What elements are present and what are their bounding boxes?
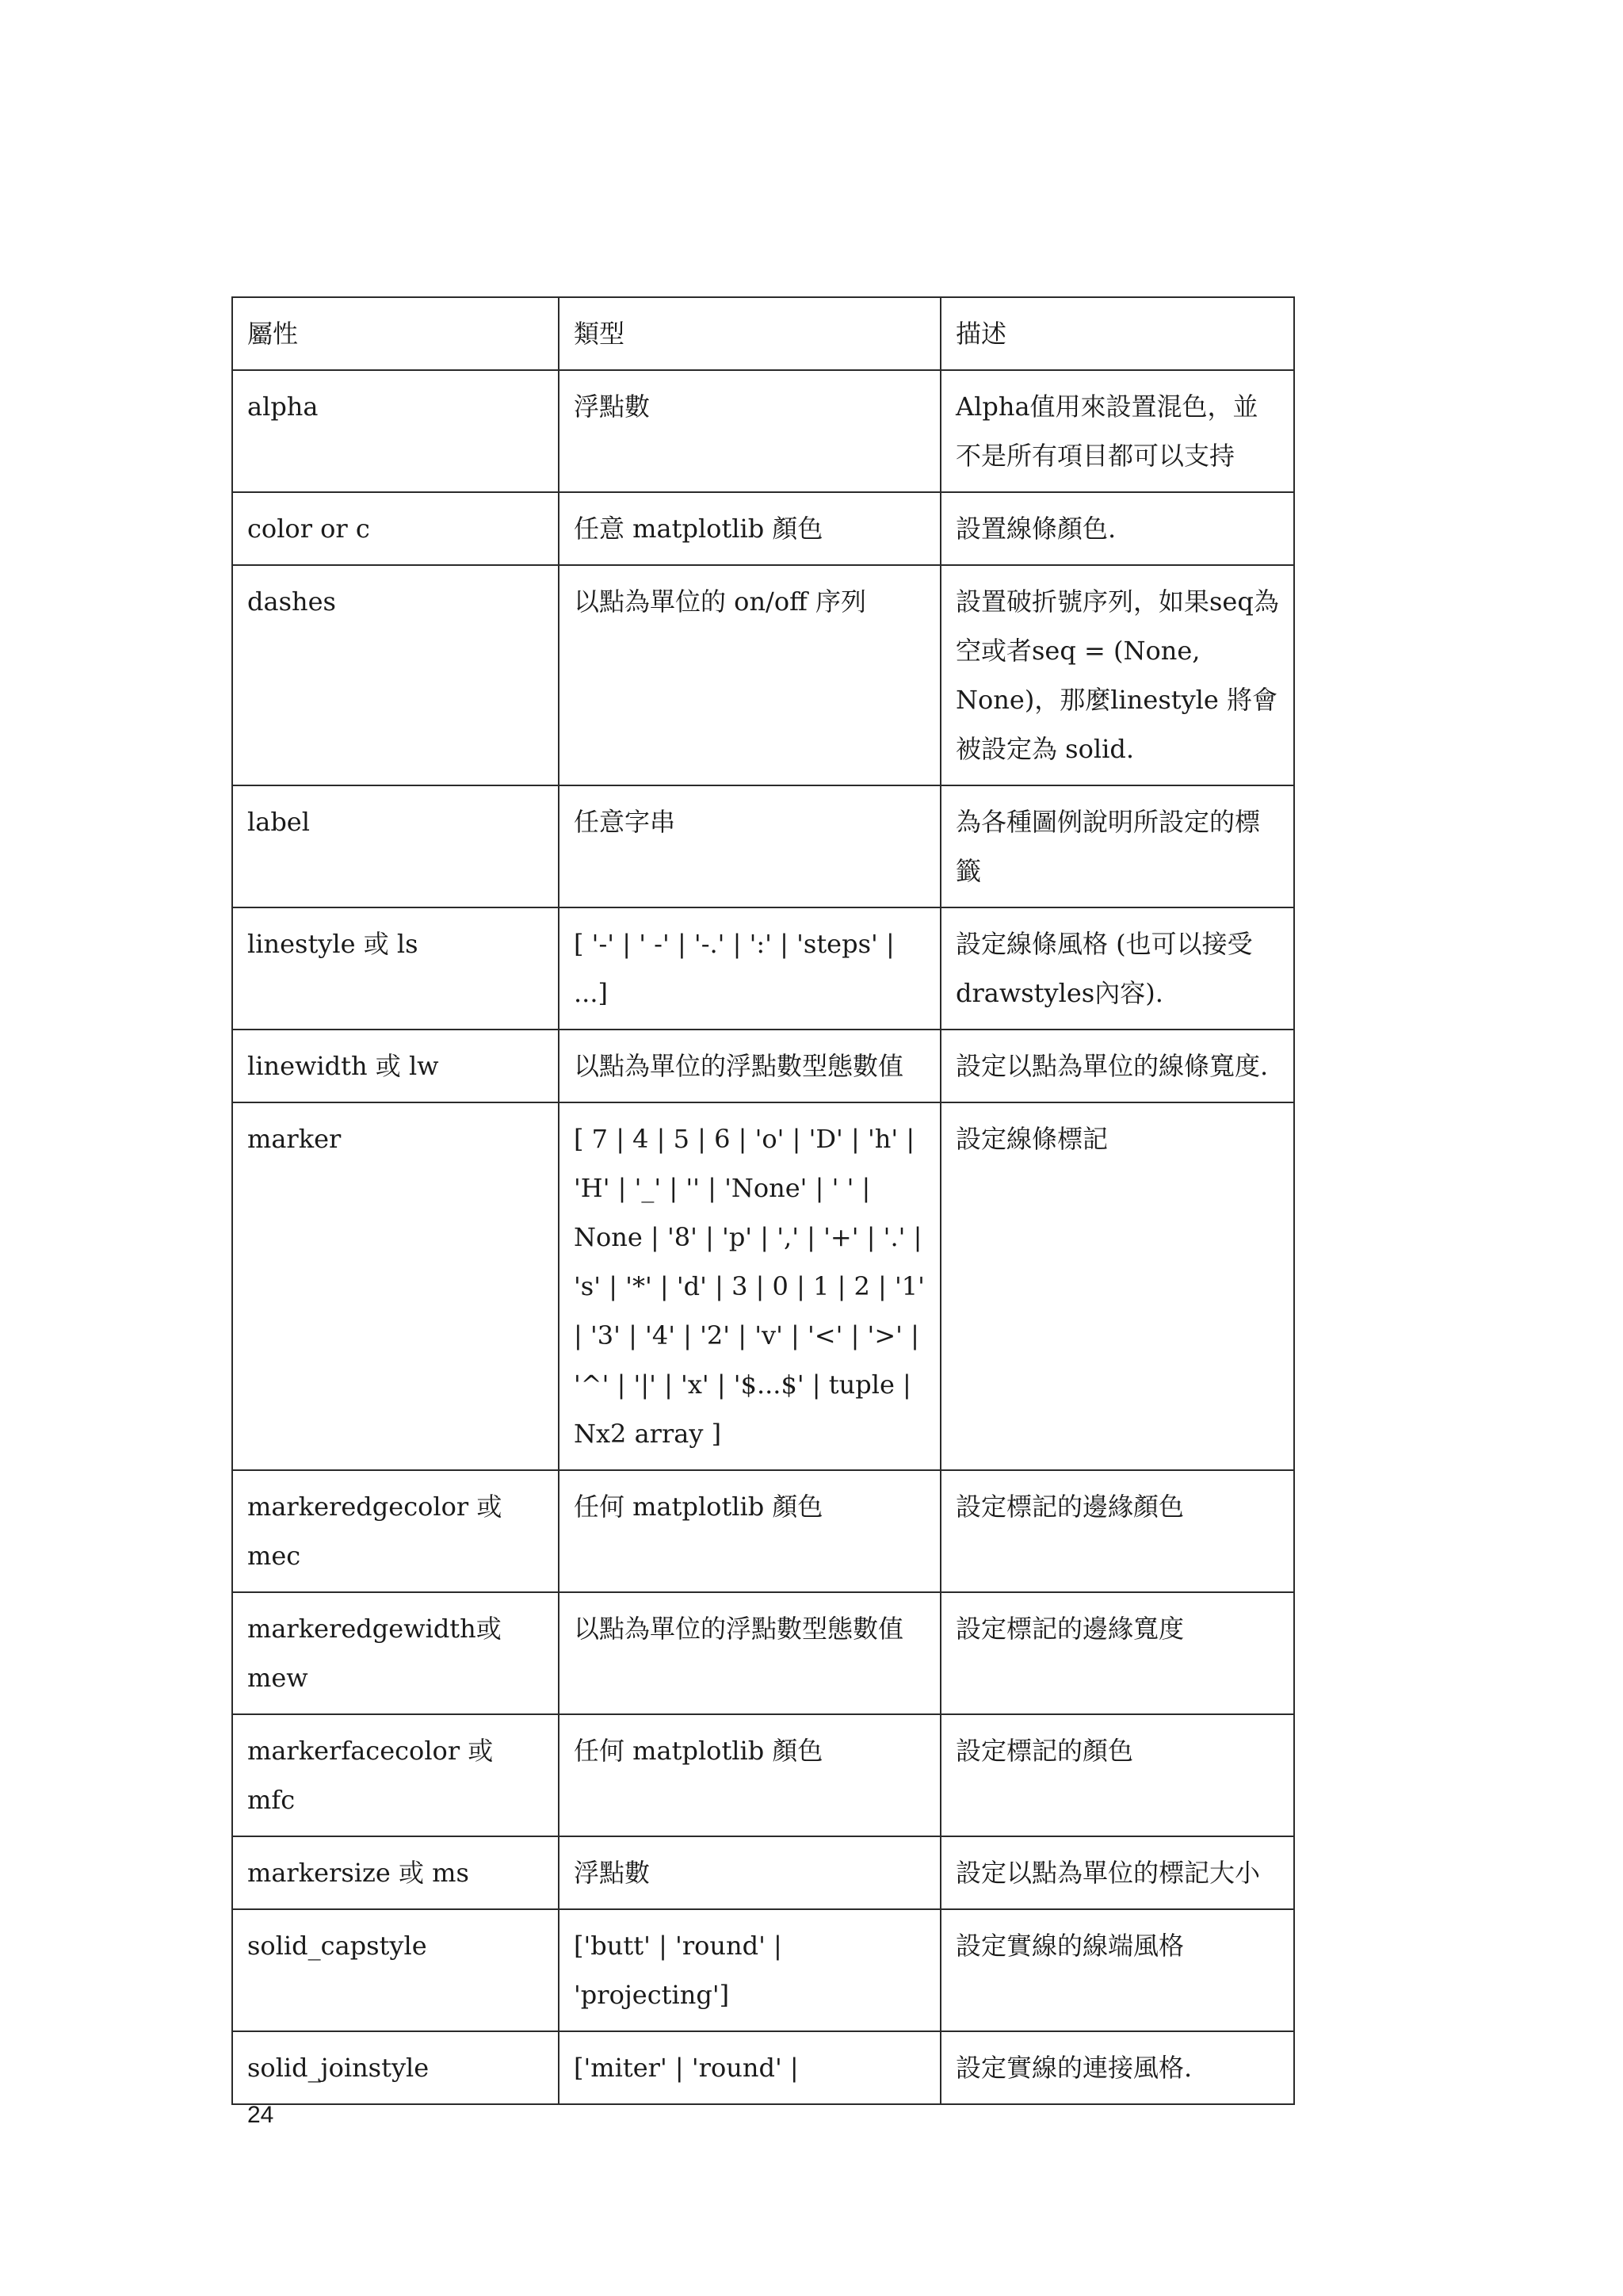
cell-description: 設定實線的線端風格 <box>941 1909 1294 2031</box>
cell-description: 為各種圖例說明所設定的標籤 <box>941 785 1294 907</box>
cell-type: 任何 matplotlib 顏色 <box>559 1714 941 1836</box>
cell-attribute: solid_capstyle <box>232 1909 559 2031</box>
cell-type: ['butt' | 'round' | 'projecting'] <box>559 1909 941 2031</box>
cell-attribute: markeredgewidth或 mew <box>232 1592 559 1714</box>
cell-description: 設定線條標記 <box>941 1102 1294 1470</box>
table-header-row <box>232 297 1294 370</box>
table-row <box>232 785 1294 907</box>
table-row <box>232 565 1294 785</box>
header-cell-attribute: 屬性 <box>232 297 559 370</box>
cell-attribute: linestyle 或 ls <box>232 907 559 1030</box>
table-row <box>232 2031 1294 2104</box>
cell-type: 浮點數 <box>559 1836 941 1909</box>
table-row <box>232 370 1294 492</box>
cell-attribute: markeredgecolor 或 mec <box>232 1470 559 1592</box>
cell-attribute: alpha <box>232 370 559 492</box>
cell-attribute: markerfacecolor 或 mfc <box>232 1714 559 1836</box>
cell-type: 以點為單位的浮點數型態數值 <box>559 1592 941 1714</box>
table-row <box>232 492 1294 565</box>
property-table <box>231 296 1295 2105</box>
cell-description: 設定以點為單位的線條寬度. <box>941 1030 1294 1102</box>
cell-type: ['miter' | 'round' | <box>559 2031 941 2104</box>
table-row <box>232 1470 1294 1592</box>
page-number: 24 <box>247 2102 274 2128</box>
cell-attribute: color or c <box>232 492 559 565</box>
cell-description: 設定實線的連接風格. <box>941 2031 1294 2104</box>
table-row <box>232 1909 1294 2031</box>
cell-attribute: marker <box>232 1102 559 1470</box>
header-cell-type: 類型 <box>559 297 941 370</box>
cell-attribute: dashes <box>232 565 559 785</box>
cell-type: 以點為單位的浮點數型態數值 <box>559 1030 941 1102</box>
cell-attribute: label <box>232 785 559 907</box>
cell-type: 任何 matplotlib 顏色 <box>559 1470 941 1592</box>
cell-description: Alpha值用來設置混色，並不是所有項目都可以支持 <box>941 370 1294 492</box>
property-table-body <box>232 297 1294 2104</box>
cell-description: 設定標記的邊緣寬度 <box>941 1592 1294 1714</box>
cell-type: 任意字串 <box>559 785 941 907</box>
cell-attribute: markersize 或 ms <box>232 1836 559 1909</box>
cell-description: 設置線條顏色. <box>941 492 1294 565</box>
table-row <box>232 1102 1294 1470</box>
table-row <box>232 1030 1294 1102</box>
cell-type: 任意 matplotlib 顏色 <box>559 492 941 565</box>
cell-attribute: solid_joinstyle <box>232 2031 559 2104</box>
cell-description: 設定標記的邊緣顏色 <box>941 1470 1294 1592</box>
cell-description: 設定以點為單位的標記大小 <box>941 1836 1294 1909</box>
cell-description: 設定標記的顏色 <box>941 1714 1294 1836</box>
header-cell-description: 描述 <box>941 297 1294 370</box>
cell-description: 設置破折號序列，如果seq為空或者seq = (None, None)，那麼linestyle 將會被設定為 solid. <box>941 565 1294 785</box>
table-row <box>232 907 1294 1030</box>
cell-attribute: linewidth 或 lw <box>232 1030 559 1102</box>
cell-type: [ 7 | 4 | 5 | 6 | 'o' | 'D' | 'h' | 'H' | '_' | '' | 'None' | ' ' | None | '8' | 'p' | ',' | '+' | '.' | 's' | '*' | 'd' | 3 | 0 | 1 | 2 | '1' | '3' | '4' | '2' | 'v' | '<' | '>' | '^' | '|' | 'x' | '$...$' | tuple | Nx2 array ] <box>559 1102 941 1470</box>
table-row <box>232 1836 1294 1909</box>
table-row <box>232 1592 1294 1714</box>
table-row <box>232 1714 1294 1836</box>
cell-type: 浮點數 <box>559 370 941 492</box>
cell-type: 以點為單位的 on/off 序列 <box>559 565 941 785</box>
cell-description: 設定線條風格 (也可以接受 drawstyles內容). <box>941 907 1294 1030</box>
cell-type: [ '-' | ' -' | '-.' | ':' | 'steps' | ...] <box>559 907 941 1030</box>
